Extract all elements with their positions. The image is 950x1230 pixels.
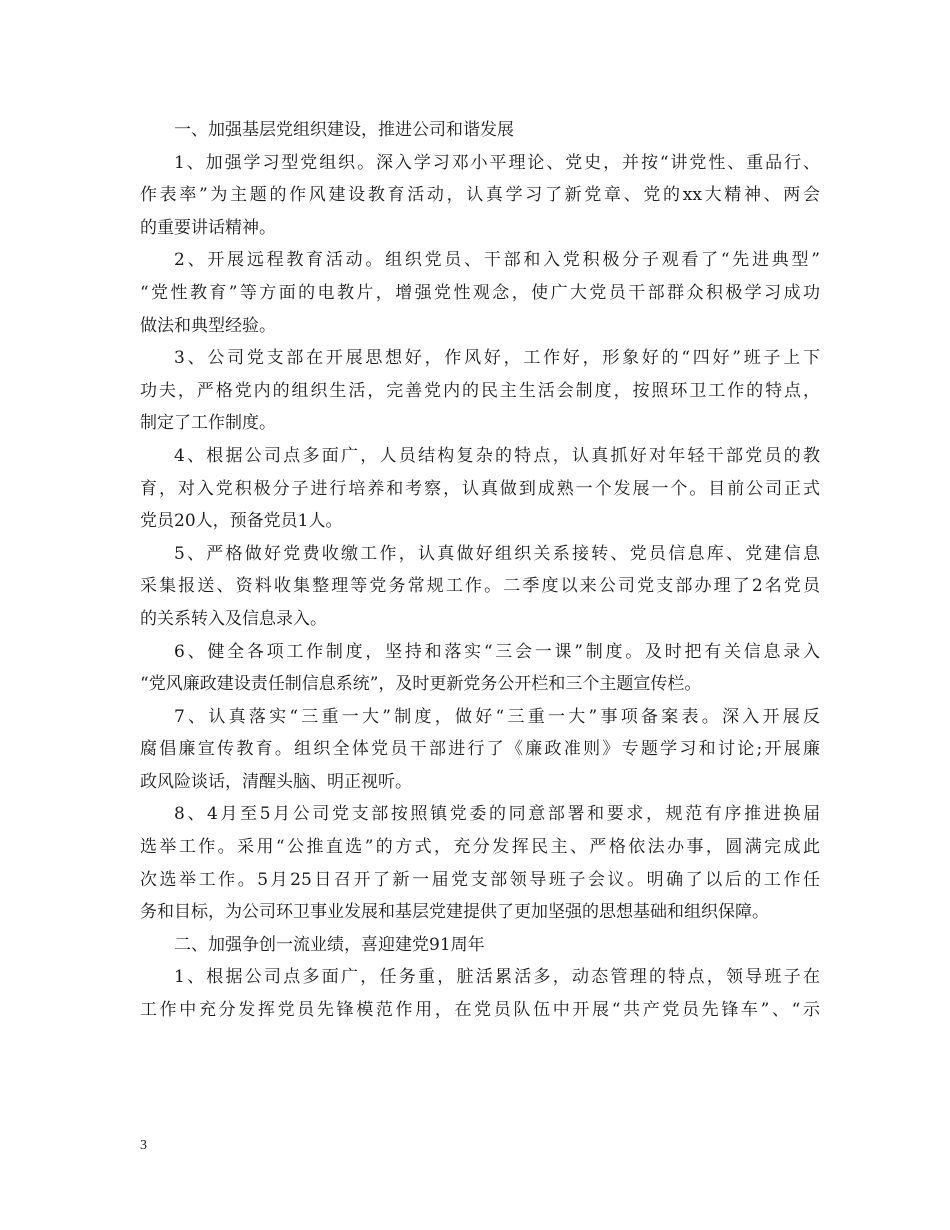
paragraph-line: 7、认真落实“三重一大”制度，做好“三重一大”事项备案表。深入开展反 [174,706,820,727]
paragraph-line: 务和目标，为公司环卫事业发展和基层党建提供了更加坚强的思想基础和组织保障。 [140,902,769,923]
paragraph-line: 采集报送、资料收集整理等党务常规工作。二季度以来公司党支部办理了2名党员 [140,576,820,597]
paragraph-line: 3、公司党支部在开展思想好，作风好，工作好，形象好的“四好”班子上下 [174,348,820,369]
section-heading: 二、加强争创一流业绩，喜迎建党91周年 [174,934,485,955]
paragraph-line: “党风廉政建设责任制信息系统”，及时更新党务公开栏和三个主题宣传栏。 [140,674,702,695]
paragraph-line: 腐倡廉宣传教育。组织全体党员干部进行了《廉政准则》专题学习和讨论;开展廉 [140,739,820,760]
section-heading: 一、加强基层党组织建设，推进公司和谐发展 [174,120,514,140]
paragraph-line: 5、严格做好党费收缴工作，认真做好组织关系接转、党员信息库、党建信息 [174,543,820,564]
paragraph-line: 的重要讲话精神。 [140,217,276,238]
paragraph-line: 1、根据公司点多面广，任务重，脏活累活多，动态管理的特点，领导班子在 [174,967,820,988]
paragraph-line: 功夫，严格党内的组织生活，完善党内的民主生活会制度，按照环卫工作的特点， [140,380,820,401]
paragraph-line: 育，对入党积极分子进行培养和考察，认真做到成熟一个发展一个。目前公司正式 [140,478,820,499]
paragraph-line: 1、加强学习型党组织。深入学习邓小平理论、党史，并按“讲党性、重品行、 [174,152,820,173]
paragraph-line: 政风险谈话，清醒头脑、明正视听。 [140,771,412,792]
paragraph-line: “党性教育”等方面的电教片，增强党性观念，使广大党员干部群众积极学习成功 [140,282,820,303]
paragraph-line: 的关系转入及信息录入。 [140,608,327,629]
paragraph-line: 2、开展远程教育活动。组织党员、干部和入党积极分子观看了“先进典型” [174,250,820,271]
paragraph-line: 工作中充分发挥党员先锋模范作用，在党员队伍中开展“共产党员先锋车”、“示 [140,1000,820,1021]
paragraph-line: 制定了工作制度。 [140,413,276,434]
paragraph-line: 作表率”为主题的作风建设教育活动，认真学习了新党章、党的xx大精神、两会 [140,185,820,206]
paragraph-line: 6、健全各项工作制度，坚持和落实“三会一课”制度。及时把有关信息录入 [174,641,820,662]
paragraph-line: 选举工作。采用“公推直选”的方式，充分发挥民主、严格依法办事，圆满完成此 [140,837,820,858]
document-body [140,114,820,1027]
paragraph-line: 8、4月至5月公司党支部按照镇党委的同意部署和要求，规范有序推进换届 [174,804,820,825]
paragraph-line: 做法和典型经验。 [140,315,276,336]
paragraph-line: 次选举工作。5月25日召开了新一届党支部领导班子会议。明确了以后的工作任 [140,869,820,890]
paragraph-line: 4、根据公司点多面广，人员结构复杂的特点，认真抓好对年轻干部党员的教 [174,445,820,466]
paragraph-line: 党员20人，预备党员1人。 [140,511,343,532]
page-number: 3 [140,1138,147,1153]
